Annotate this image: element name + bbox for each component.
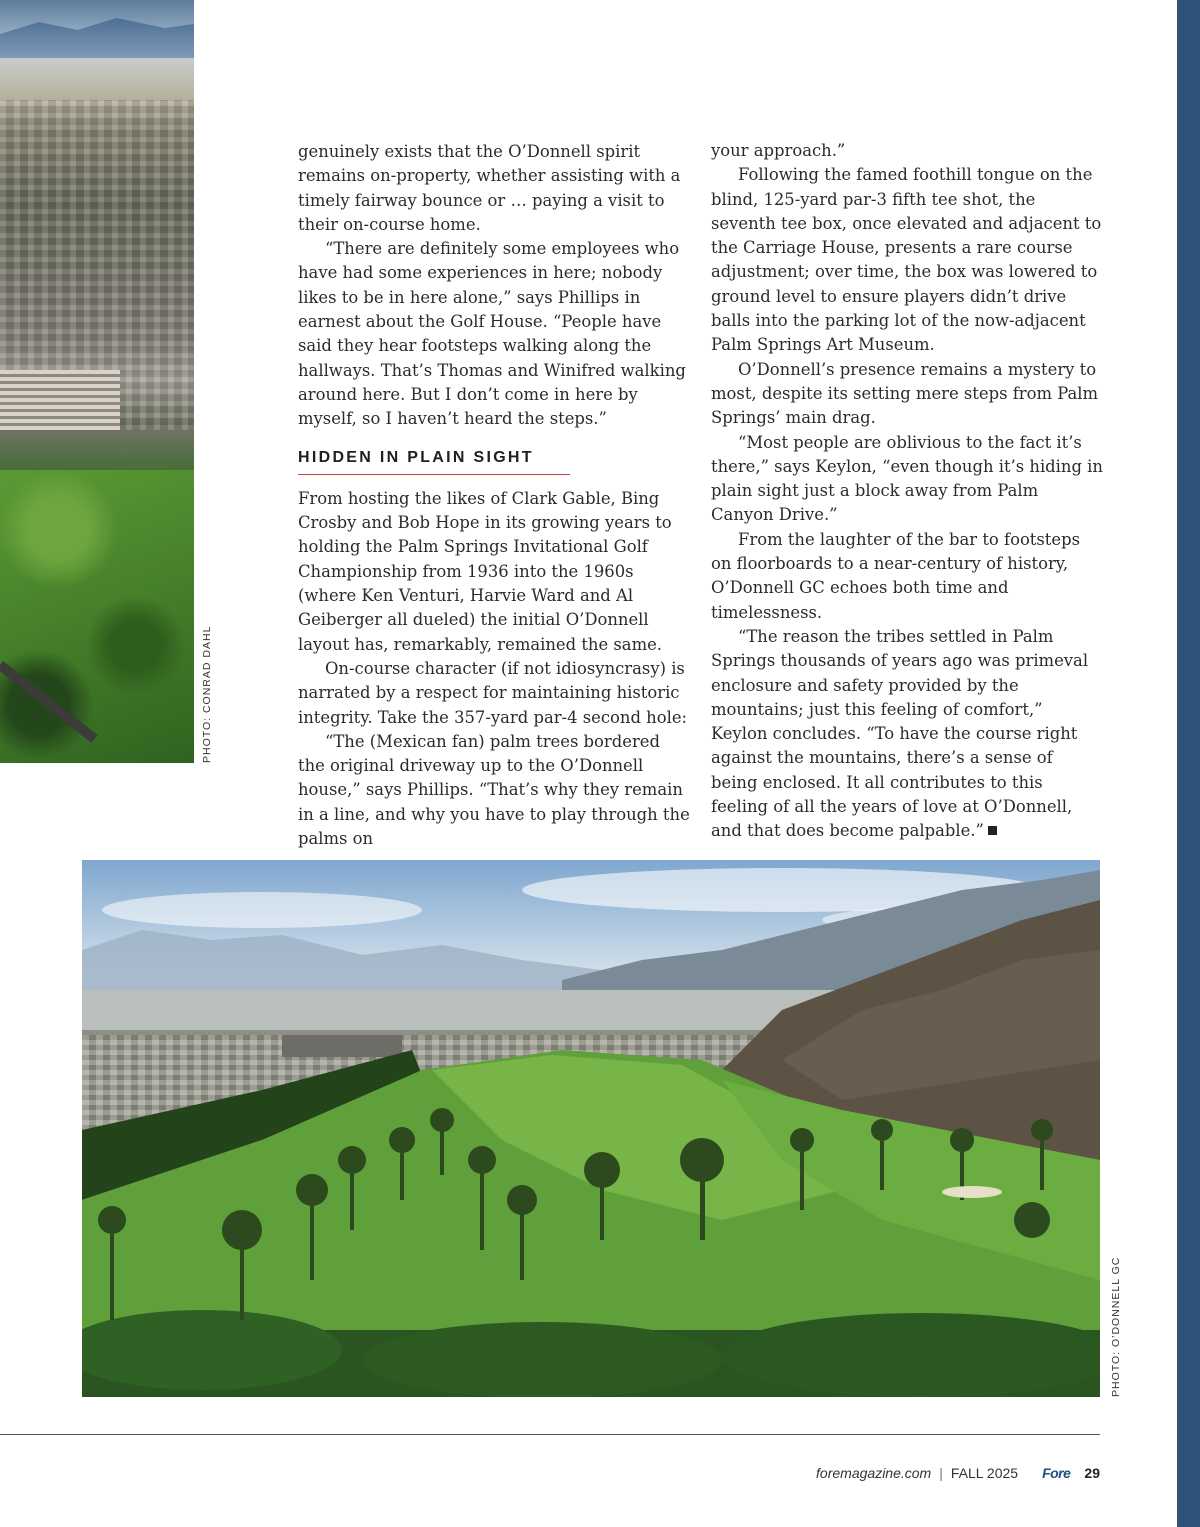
end-mark-icon bbox=[988, 826, 997, 835]
col1-paragraph-5: “The (Mexican fan) palm trees bordered the original driveway up to the O’Donnell house,” says Phillips. “That’s why they remain in a line, and why you have to play through the palms on bbox=[298, 731, 690, 849]
photo-credit-left: PHOTO: CONRAD DAHL bbox=[201, 625, 213, 763]
aerial-mountains bbox=[0, 18, 194, 58]
footer-issue: FALL 2025 bbox=[950, 1465, 1019, 1481]
page-number: 29 bbox=[1084, 1465, 1100, 1481]
col2-paragraph-3: O’Donnell’s presence remains a mystery to most, despite its setting mere steps from Palm Springs’ main drag. bbox=[711, 359, 1099, 428]
fore-logo: Fore bbox=[1042, 1465, 1071, 1481]
col2-paragraph-6-text: “The reason the tribes settled in Palm Springs thousands of years ago was primeval enclosure and safety provided by the mountains; just this feeling of comfort,” Keylon concludes. “To have the course right against the mountains, there’s a sense of being enclosed. It all contributes to this feeling of all the years of love at O’Donnell, and that does become palpable.” bbox=[711, 626, 1089, 841]
col1-paragraph-3: From hosting the likes of Clark Gable, Bing Crosby and Bob Hope in its growing years to holding the Palm Springs Invitational Golf Championship from 1936 into the 1960s (where Ken Venturi, Harvie Ward and Al Geiberger all dueled) the initial O’Donnell layout has, remarkably, remained the same. bbox=[298, 488, 672, 654]
article-column-2 bbox=[711, 139, 1103, 844]
col2-paragraph-1: your approach.” bbox=[711, 141, 846, 160]
article-column-1 bbox=[298, 140, 690, 851]
col2-paragraph-5: From the laughter of the bar to footsteps on floorboards to a near-century of history, O’Donnell GC echoes both time and timelessness. bbox=[711, 529, 1080, 622]
aerial-hotel-building bbox=[0, 370, 120, 430]
golf-course-illustration bbox=[82, 860, 1100, 1397]
col1-paragraph-4: On-course character (if not idiosyncrasy) is narrated by a respect for maintaining historic integrity. Take the 357-yard par-4 second hole: bbox=[298, 658, 688, 727]
golf-course-photo bbox=[82, 860, 1100, 1397]
col2-paragraph-6 bbox=[711, 625, 1103, 844]
page-footer bbox=[700, 1465, 1100, 1481]
aerial-golf-greens bbox=[0, 470, 194, 763]
page-edge-strip bbox=[1177, 0, 1200, 1527]
footer-site: foremagazine.com bbox=[816, 1465, 932, 1481]
aerial-city-photo bbox=[0, 0, 194, 763]
col1-paragraph-2: “There are definitely some employees who have had some experiences in here; nobody likes to be in here alone,” says Phillips in earnest about the Golf House. “People have said they hear footsteps walking along the hallways. That’s Thomas and Winifred walking around here. But I don’t come in here by myself, so I haven’t heard the steps.” bbox=[298, 239, 686, 429]
col1-paragraph-1: genuinely exists that the O’Donnell spirit remains on-property, whether assisting with a timely fairway bounce or … paying a visit to their on-course home. bbox=[298, 142, 681, 234]
footer-rule bbox=[0, 1434, 1100, 1435]
footer-separator: | bbox=[939, 1465, 943, 1481]
section-heading: HIDDEN IN PLAIN SIGHT bbox=[298, 446, 570, 475]
col2-paragraph-4: “Most people are oblivious to the fact it’s there,” says Keylon, “even though it’s hiding in plain sight just a block away from Palm Canyon Drive.” bbox=[711, 432, 1103, 525]
col2-paragraph-2: Following the famed foothill tongue on the blind, 125-yard par-3 fifth tee shot, the seventh tee box, once elevated and adjacent to the Carriage House, presents a rare course adjustment; over time, the box was lowered to ground level to ensure players didn’t drive balls into the parking lot of the now-adjacent Palm Springs Art Museum. bbox=[711, 165, 1102, 355]
photo-credit-bottom: PHOTO: O’DONNELL GC bbox=[1110, 1256, 1122, 1397]
